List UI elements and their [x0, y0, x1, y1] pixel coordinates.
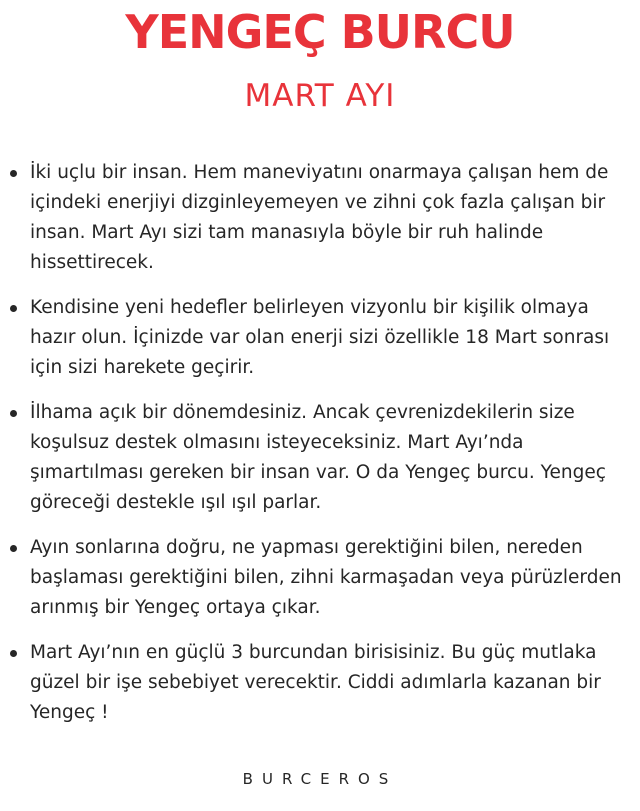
bullet-text: Kendisine yeni hedefler belirleyen vizyonlu bir kişilik olmaya hazır olun. İçinizde var olan enerji sizi özellikle 18 Mart sonrası için sizi harekete geçirir.	[30, 297, 610, 378]
bullet-text: Ayın sonlarına doğru, ne yapması gerektiğini bilen, nereden başlaması gerektiğini bilen, zihni karmaşadan veya pürüzlerden arınmış bir Yengeç ortaya çıkar.	[30, 537, 622, 618]
bullet-icon	[10, 305, 17, 312]
bullet-icon	[10, 170, 17, 177]
bullet-text: Mart Ayı’nın en güçlü 3 burcundan birisisiniz. Bu güç mutlaka güzel bir işe sebebiyet verecektir. Ciddi adımlarla kazanan bir Yengeç !	[30, 642, 601, 723]
bullet-item	[0, 398, 635, 518]
page-title: YENGEÇ BURCU	[125, 5, 515, 59]
brand-footer: BURCEROS	[242, 770, 398, 788]
bullet-item	[0, 158, 635, 278]
bullet-text: İlhama açık bir dönemdesiniz. Ancak çevrenizdekilerin size koşulsuz destek olmasını isteyeceksiniz. Mart Ayı’nda şımartılması gereken bir insan var. O da Yengeç burcu. Yengeç göreceği destekle ışıl ışıl parlar.	[30, 402, 606, 513]
bullet-list	[0, 158, 640, 743]
bullet-item	[0, 638, 635, 728]
bullet-text: İki uçlu bir insan. Hem maneviyatını onarmaya çalışan hem de içindeki enerjiyi dizginleyemeyen ve zihni çok fazla çalışan bir insan. Mart Ayı sizi tam manasıyla böyle bir ruh halinde hissettirecek.	[30, 162, 609, 273]
bullet-icon	[10, 650, 17, 657]
bullet-icon	[10, 545, 17, 552]
bullet-item	[0, 533, 635, 623]
page-subtitle: MART AYI	[244, 78, 396, 114]
bullet-icon	[10, 410, 17, 417]
bullet-item	[0, 293, 635, 383]
